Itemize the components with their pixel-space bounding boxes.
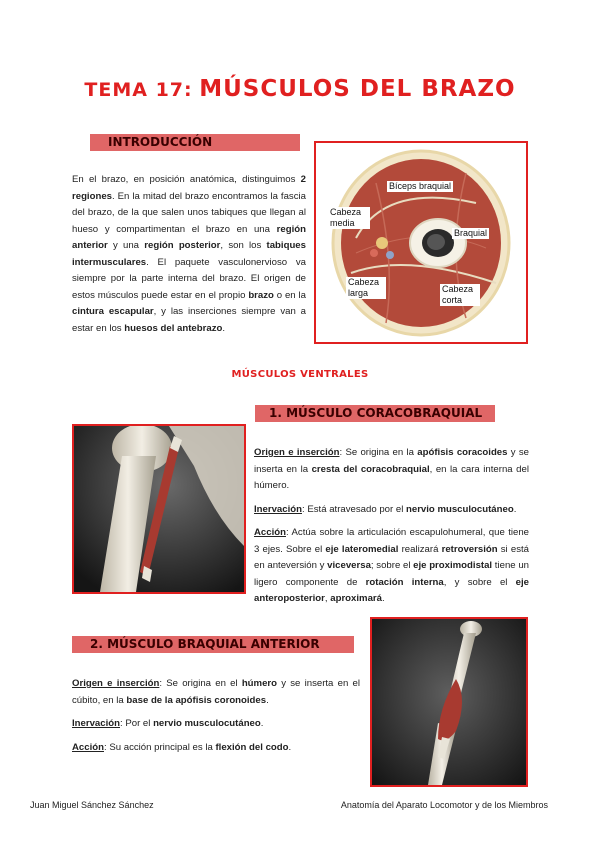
field-label: Inervación [254,503,302,515]
bold-term: aproximará [330,593,382,604]
bold-term: nervio musculocutáneo [153,718,261,729]
bold-term: base de la apófisis coronoides [126,694,267,706]
brachialis-figure [370,617,528,787]
text-run: , [324,593,331,604]
label-braquial: Braquial [454,228,488,238]
m2-text [72,676,360,756]
m1-text [254,445,529,608]
text-run: . [222,322,226,334]
text-run: o en la [273,289,306,301]
coracobrachialis-illustration [74,426,244,592]
bold-term: cresta del coracobraquial [311,463,430,475]
text-run: : Por el [120,718,154,729]
bold-term: región posterior [144,240,221,251]
text-run: : Actúa sobre la articulación escapulohumeral, que tiene 3 ejes. Sobre el [254,527,529,555]
section-title: MÚSCULOS VENTRALES [231,369,369,380]
text-run: . El paquete vasculonervioso va siempre por la parte interna del brazo. El origen de estos músculos puede estar en el propio [72,256,306,301]
text-run: . En la mitad del brazo encontramos la fascia del brazo, de la que salen unos tabiques que llegan al hueso y compartimentan el brazo en una [72,190,306,235]
m1-origen [254,445,529,495]
bold-term: cintura escapular [72,306,154,317]
field-label: Acción [254,527,286,538]
m1-inervacion [254,502,529,519]
bold-term: húmero [241,678,277,689]
arm-cross-section-illustration [316,143,526,342]
text-run: , y las inserciones siempre van a estar en los [72,306,307,334]
bold-term: retroversión [441,543,498,555]
text-run: y una [107,240,145,251]
text-run: , en la cara interna del húmero. [254,463,529,491]
text-run: . [513,503,517,515]
text-run: y se inserta en la [254,447,529,475]
m2-heading: 2. MÚSCULO BRAQUIAL ANTERIOR [90,637,320,651]
text-run: tiene un ligero componente de [254,560,529,588]
text-run: , y sobre el [443,576,516,588]
intro-heading: INTRODUCCIÓN [108,135,213,149]
field-label: Inervación [72,718,120,729]
label-cabeza-corta: Cabeza corta [440,284,480,306]
title-prefix: TEMA 17: [84,79,193,101]
field-label: Origen e inserción [254,447,340,458]
bold-term: eje lateromedial [325,543,399,555]
bold-term: eje anteroposterior [254,576,529,604]
text-run: , son los [220,240,267,251]
field-label: Origen e inserción [72,678,160,689]
bold-term: brazo [248,289,274,301]
brachialis-illustration [372,619,526,785]
label-cabeza-media: Cabeza media [328,207,370,229]
label-cabeza-larga: Cabeza larga [346,277,386,299]
page-title [0,76,600,102]
m2-inervacion [72,716,360,733]
m2-heading-bar [72,636,354,653]
intro-heading-bar [90,134,300,151]
m1-heading-bar [255,405,495,422]
m1-heading: 1. MÚSCULO CORACOBRAQUIAL [269,406,483,420]
text-run: . [260,718,264,729]
bold-term: apófisis coracoides [417,447,508,458]
arm-cross-section-figure [314,141,528,344]
bold-term: 2 regiones [72,174,306,202]
footer-author: Juan Miguel Sánchez Sánchez [30,800,154,810]
intro-paragraph [72,172,306,337]
bold-term: región anterior [72,223,306,251]
text-run: realizará [398,543,442,555]
text-run: : Está atravesado por el [302,503,406,515]
text-run: . [381,593,385,604]
text-run: y se inserta en el cúbito, en la [72,678,360,706]
m1-accion [254,525,529,608]
bold-term: tabiques intermusculares [72,240,306,268]
text-run: ; sobre el [370,560,414,571]
text-run: : Se origina en el [159,678,242,689]
label-biceps: Bíceps braquial [389,181,452,191]
m2-origen [72,676,360,709]
bold-term: eje proximodistal [413,560,493,571]
footer-subject: Anatomía del Aparato Locomotor y de los Miembros [340,800,548,810]
field-label: Acción [72,741,104,753]
text-run: . [266,694,269,706]
title-main: MÚSCULOS DEL BRAZO [199,76,516,102]
bold-term: huesos del antebrazo [124,322,223,334]
bold-term: nervio musculocutáneo [406,503,514,515]
text-run: . [288,741,292,753]
bold-term: flexión del codo [215,741,289,753]
text-run: En el brazo, en posición anatómica, distinguimos [72,174,301,185]
text-run: : Se origina en la [339,447,418,458]
bold-term: rotación interna [365,576,444,588]
text-run: si está en anteversión y [254,543,529,571]
text-run: : Su acción principal es la [104,741,216,753]
m2-accion [72,740,360,757]
bold-term: viceversa [327,560,371,571]
coracobrachialis-figure [72,424,246,594]
